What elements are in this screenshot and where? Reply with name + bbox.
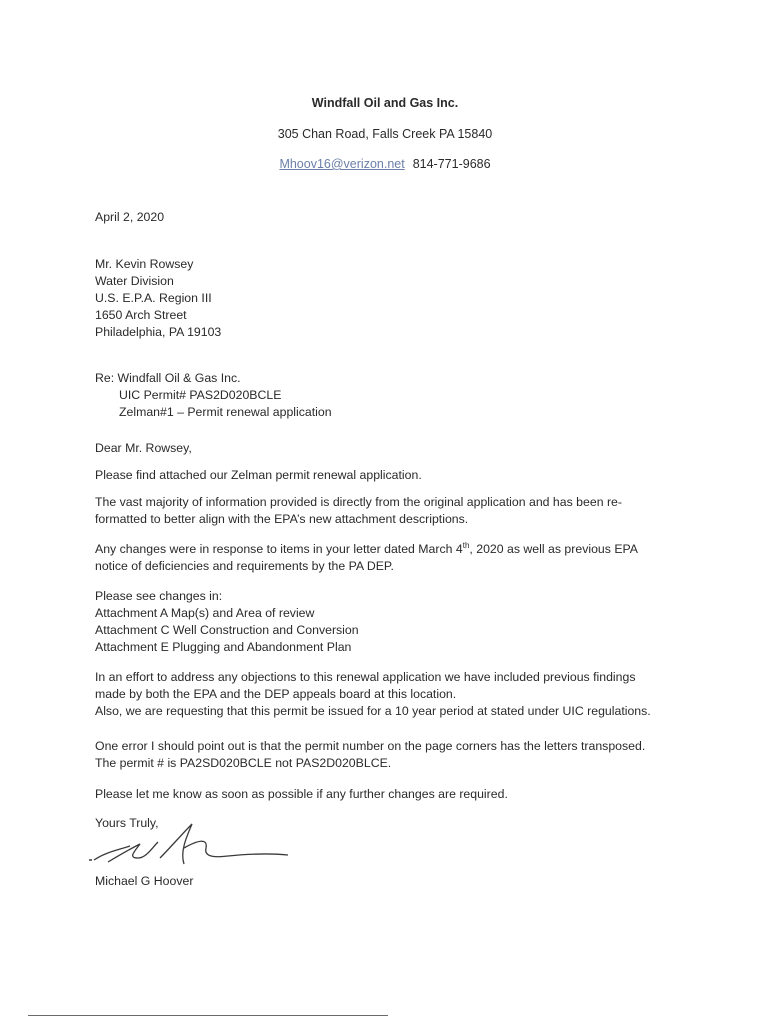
paragraph-1: Please find attached our Zelman permit renewal application. xyxy=(95,468,422,482)
handwritten-signature xyxy=(88,822,308,872)
letter-date: April 2, 2020 xyxy=(95,210,165,224)
recipient-street: 1650 Arch Street xyxy=(95,308,187,322)
ordinal-suffix: th xyxy=(462,540,470,550)
paragraph-5-line-2: made by both the EPA and the DEP appeals board at this location. xyxy=(95,687,457,701)
paragraph-2-line-1: The vast majority of information provided is directly from the original application and has been re- xyxy=(95,495,622,509)
paragraph-6 xyxy=(95,738,705,772)
subject-line-2: UIC Permit# PAS2D020BCLE xyxy=(119,388,282,402)
phone-number: 814-771-9686 xyxy=(412,157,491,171)
paragraph-5-line-1: In an effort to address any objections to this renewal application we have included previous findings xyxy=(95,670,636,684)
change-attachment-a: Attachment A Map(s) and Area of review xyxy=(95,606,315,620)
subject-line-3: Zelman#1 – Permit renewal application xyxy=(119,405,332,419)
changes-intro: Please see changes in: xyxy=(95,589,223,603)
changes-list xyxy=(95,588,705,656)
change-attachment-e: Attachment E Plugging and Abandonment Plan xyxy=(95,640,352,654)
paragraph-2 xyxy=(95,494,705,528)
paragraph-7: Please let me know as soon as possible if any further changes are required. xyxy=(95,787,508,801)
recipient-block xyxy=(95,256,705,341)
change-attachment-c: Attachment C Well Construction and Conversion xyxy=(95,623,359,637)
letterhead xyxy=(0,96,770,171)
paragraph-3-line-1-a: Any changes were in response to items in your letter dated March 4 xyxy=(95,542,463,556)
paragraph-6-line-1: One error I should point out is that the permit number on the page corners has the letters transposed. xyxy=(95,739,646,753)
paragraph-3-line-2: notice of deficiencies and requirements by the PA DEP. xyxy=(95,559,394,573)
paragraph-3-line-1-b: , 2020 as well as previous EPA xyxy=(469,542,639,556)
paragraph-3 xyxy=(95,541,705,575)
subject-block xyxy=(95,370,705,421)
subject-line-1: Re: Windfall Oil & Gas Inc. xyxy=(95,371,241,385)
company-address: 305 Chan Road, Falls Creek PA 15840 xyxy=(277,127,493,141)
recipient-name: Mr. Kevin Rowsey xyxy=(95,257,194,271)
signer-name: Michael G Hoover xyxy=(95,874,194,888)
contact-line xyxy=(0,157,770,171)
paragraph-5-line-3: Also, we are requesting that this permit be issued for a 10 year period at stated under UIC regulations. xyxy=(95,704,651,718)
footer-rule xyxy=(28,1015,388,1016)
paragraph-6-line-2: The permit # is PA2SD020BCLE not PAS2D020BLCE. xyxy=(95,756,392,770)
email-link[interactable]: Mhoov16@verizon.net xyxy=(279,157,405,171)
paragraph-3-line-1 xyxy=(95,541,705,558)
recipient-city: Philadelphia, PA 19103 xyxy=(95,325,222,339)
recipient-agency: U.S. E.P.A. Region III xyxy=(95,291,212,305)
paragraph-5 xyxy=(95,669,705,720)
paragraph-2-line-2: formatted to better align with the EPA’s new attachment descriptions. xyxy=(95,512,469,526)
recipient-division: Water Division xyxy=(95,274,174,288)
company-name: Windfall Oil and Gas Inc. xyxy=(311,96,459,110)
closing: Yours Truly, xyxy=(95,816,159,830)
salutation: Dear Mr. Rowsey, xyxy=(95,441,192,455)
